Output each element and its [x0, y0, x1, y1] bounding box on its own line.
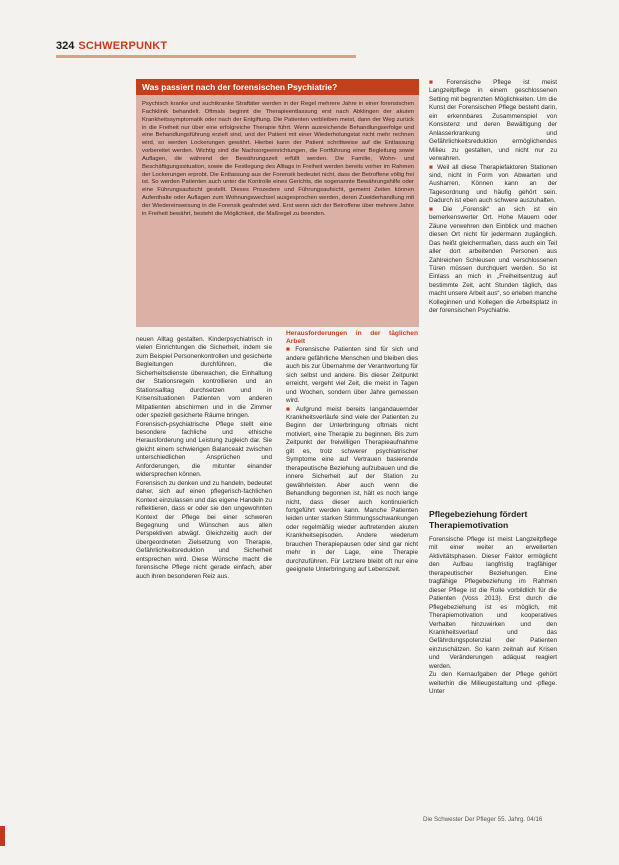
column-3-bullet-1-text: Forensische Pflege ist meist Langzeitpflege in einem geschlossenen Setting mit begrenzten Möglichkeiten. Um die Kunst der Forensischen Pflege besteht darin, ein erkennbares Zusammenspiel von Konsistenz und deren Bewältigung der Anlasserkrankung und Gefährlichkeitsreduktion ermöglichendes Milieu zu gestalten, und nicht nur zu verwahren.: [429, 79, 558, 163]
column-2-bullet-1: [286, 346, 418, 405]
column-3-subheading: Pflegebeziehung fördert Therapiemotivation: [429, 509, 528, 530]
column-3: [429, 79, 557, 316]
column-1: [136, 336, 272, 581]
info-box: [136, 79, 419, 327]
info-box-title: Was passiert nach der forensischen Psychiatrie?: [136, 79, 419, 95]
bullet-square-icon: ■: [429, 205, 440, 213]
column-3-lower-paragraph-2: Zu den Kernaufgaben der Pflege gehört weiterhin die Milieugestaltung und -pflege. Unter: [429, 671, 557, 696]
page-footer: Die Schwester Der Pfleger 55. Jahrg. 04/16: [423, 816, 543, 823]
column-3-lower: [429, 536, 557, 697]
page-header: [56, 40, 167, 52]
bullet-square-icon: ■: [286, 405, 293, 413]
column-3-bullet-2: [429, 164, 557, 206]
column-2-bullet-1-text: Forensische Patienten sind für sich und andere gefährliche Menschen und bleiben dies auch bis zur Übernahme der Verantwortung für sich selbst und andere. Bis dieser Zeitpunkt erreicht, vergeht viel Zeit, die meist in Tagen und Wochen, sondern über Jahre gemessen wird.: [286, 346, 418, 405]
column-1-paragraph-3: Forensisch zu denken und zu handeln, bedeutet daher, sich auf einen pflegerisch-fachlichen Kontext einzulassen und das eigene Handeln zu reflektieren, dass er oder sie den ungewohnten Kontext der Pflege bei einer schweren Begegnung und Wünschen aus allen Perspektiven abwägt. Gleichzeitig auch der übergeordneten Zielsetzung von Therapie, Gefährlichkeitsreduktion und Sicherheit entsprechen wird. Diese Wünsche macht die forensische Pflege nicht gerade einfach, aber auch ihren besonderen Reiz aus.: [136, 479, 272, 580]
column-3-bullet-1: [429, 79, 557, 164]
bullet-square-icon: ■: [429, 79, 444, 86]
red-edge-marker: [0, 826, 5, 846]
column-1-paragraph-2: Forensisch-psychiatrische Pflege stellt eine besondere fachliche und ethische Herausforderung und Leistung zugleich dar. Sie gleicht einem schwierigen Balanceakt zwischen unterschiedlichen Ansprüchen und Anforderungen, die mitunter einander widersprechen können.: [136, 420, 272, 479]
bullet-square-icon: ■: [429, 163, 435, 171]
column-3-bullet-3: [429, 206, 557, 316]
section-label: SCHWERPUNKT: [78, 40, 168, 52]
column-2: [286, 330, 418, 575]
bullet-square-icon: ■: [286, 346, 293, 354]
column-1-paragraph: neuen Alltag gestalten. Kinderpsychiatrisch in vielen Einrichtungen die Sicherheit, indem sie zum Beispiel Personenkontrollen und gesicherte Begleitungen durchführen, die Sicherheitsdienste überwachen, die Einhaltung der Stationsregeln kontrollieren und an Stationsalltag durchsetzen und in Krisensituationen Patienten vom anderen Mitpatienten abschirmen und in die Zimmer oder speziell gesicherte Räume bringen.: [136, 336, 272, 420]
column-2-bullet-2: [286, 406, 418, 575]
header-rule: [56, 55, 356, 58]
column-3-bullet-3-text: Die „Forensik“ an sich ist ein bemerkenswerter Ort. Hohe Mauern oder Zäune verwehren den Einblick und machen diesen Ort nicht für jedermann zugänglich. Das heißt gleichermaßen, dass auch ein Teil aller dort arbeitenden Personen aus Zahlreichen Schleusen und verschlossenen Türen müssen durchquert werden. So ist Einlass an mich in „Freiheitsentzug auf bestimmte Zeit, acht Stunden täglich, das macht unsere Arbeit aus“, so erleben manche Kolleginnen und Kollegen die Arbeitsplatz in der forensischen Psychiatrie.: [429, 205, 558, 315]
column-2-subheading: Herausforderungen in der täglichen Arbeit: [286, 330, 418, 346]
column-2-bullet-2-text: Aufgrund meist bereits langandauernder Krankheitsverläufe sind viele der Patienten zu Beginn der Unterbringung oftmals nicht motiviert, eine Therapie zu beginnen. Bis zum Zeitpunkt der freiwilligen Therapieaufnahme gilt es, trotz schwerer psychiatrischer Symptome eine auf Vertrauen basierende therapeutische Beziehung aufzubauen und die innere Sicherheit auf der Station zu gewährleisten. Aber auch wenn die Behandlung begonnen ist, hält es noch lange nicht, dass dieser auch kontinuierlich fortgeführt werden kann. Manche Patienten leiden unter starken Stimmungsschwankungen oder regelmäßig wieder auftretenden akuten Krankheitsepisoden. Andere wiederum brauchen Therapiepausen oder sind gar nicht mehr in der Lage, eine Therapie durchzuführen. Für Letztere bleibt oft nur eine geeignete Unterbringung auf Lebenszeit.: [286, 405, 419, 574]
column-3-bullet-2-text: Weil all diese Therapiefaktoren Stationen sind, nicht in Form von Abwarten und Ausharren, Können kann an der Tagesordnung und häufig gehört sein. Dadurch ist eben auch schwere auszuhalten.: [429, 163, 557, 205]
column-3-lower-paragraph: Forensische Pflege ist meist Langzeitpflege mit einer weiter an erweiterten Aktivitätsphasen. Dieser Faktor ermöglicht den Aufbau langfristig tragfähiger therapeutischer Beziehungen. Eine tragfähige Pflegebeziehung im Rahmen dieser Pflege ist die Rolle vorbildlich für die Patienten (Voss 2013). Erst durch die Pflegebeziehung ist es möglich, mit Therapiemotivation und kooperatives Verhalten hinzuwirken und den Krankheitsverlauf und das Gefährdungspotenzial der Patienten einzuschätzen. So kann zeitnah auf Krisen und Veränderungen adäquat reagiert werden.: [429, 536, 557, 670]
info-box-text: Psychisch kranke und suchtkranke Straftäter werden in der Regel mehrere Jahre in einer forensischen Fachklinik behandelt. Oftmals beginnt die Therapieentlassung erst nach Abklingen der akuten Krankheitssymptomatik oder nach der Entgiftung. Die Patienten verbleiben meist, dann der Weg zurück in die Freiheit nur über eine erfolgreiche Therapie führt. Wenn ausreichende Behandlungserfolge und eine Behandlungsführung erzielt sind, und der Patient mit einer Wiederholungstat nicht mehr rechnen wird, so werden Lockerungen gewährt. Hierbei kann der Patient schrittweise auf die Entlassung vorbereitet werden. Wichtig sind die Nachsorgeeinrichtungen, die Fortführung einer Begleitung sowie Auflagen, die während der Bewährungszeit erfüllt werden. Die Familie, Wohn- und Beschäftigungssituation, sowie die Festlegung des Alltags in Freiheit werden bereits vorher im Rahmen der Lockerungen erprobt. Die Entlassung aus der Forensik bedeutet nicht, dass der Betroffene völlig frei ist. So werden Patienten auch unter die Kontrolle eines Gerichts, die sogenannte Bewährungshilfe oder eine Führungsaufsicht gestellt. Dieses Prozedere und Führungsaufsicht, gemeint Zeiten können Aufenthalte oder Auflagen zum Wohnungswechsel ausgesprochen werden, deren Zuwiderhandlung mit der Wiedereinweisung in die Forensik geahndet wird. Erst wenn sich der Betroffene über mehrere Jahre in Freiheit bewährt, besteht die Möglichkeit, die Maßregel zu beenden.: [142, 101, 414, 217]
page-number: 324: [56, 40, 75, 52]
